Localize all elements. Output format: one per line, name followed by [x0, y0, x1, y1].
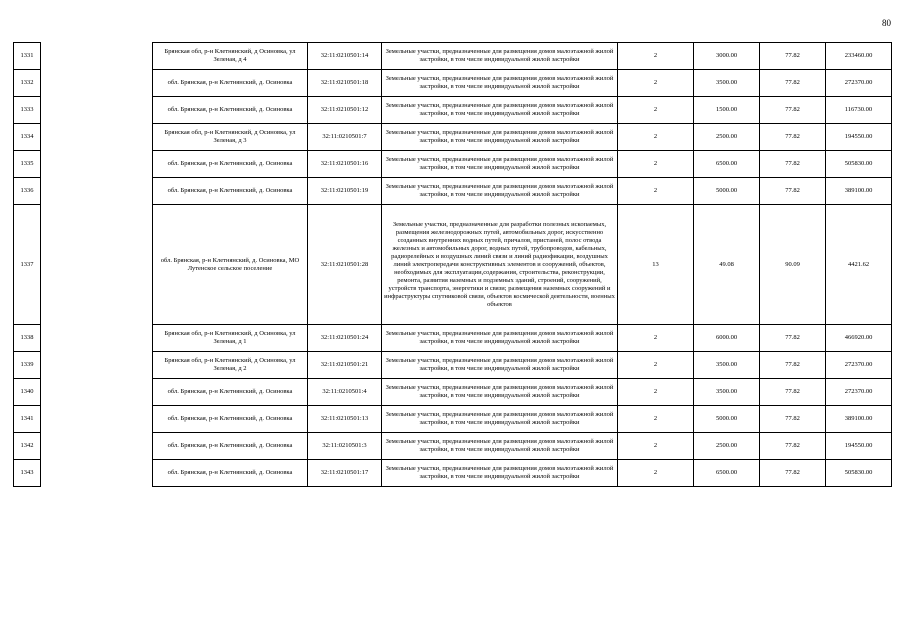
- row-number-cell: 1336: [14, 178, 41, 205]
- land-purpose-cell: Земельные участки, предназначенные для размещения домов малоэтажной жилой застройки, в том числе индивидуальной жилой застройки: [382, 70, 618, 97]
- table-row: [14, 406, 892, 433]
- table-row: [14, 379, 892, 406]
- table-row: [14, 433, 892, 460]
- gap-cell: [41, 406, 153, 433]
- land-purpose-cell: Земельные участки, предназначенные для размещения домов малоэтажной жилой застройки, в том числе индивидуальной жилой застройки: [382, 43, 618, 70]
- cadastral-number-cell: 32:11:0210501:12: [308, 97, 382, 124]
- cadastral-number-cell: 32:11:0210501:16: [308, 151, 382, 178]
- cadastral-number-cell: 32:11:0210501:28: [308, 205, 382, 325]
- group-cell: 2: [618, 379, 694, 406]
- page-number: 80: [882, 18, 891, 28]
- address-cell: обл. Брянская, р-н Клетнянский, д. Осиновка: [153, 151, 308, 178]
- rate-cell: 77.82: [760, 70, 826, 97]
- area-cell: 3500.00: [694, 70, 760, 97]
- cadastral-number-cell: 32:11:0210501:14: [308, 43, 382, 70]
- land-purpose-cell: Земельные участки, предназначенные для размещения домов малоэтажной жилой застройки, в том числе индивидуальной жилой застройки: [382, 379, 618, 406]
- cadastral-number-cell: 32:11:0210501:4: [308, 379, 382, 406]
- table-row: [14, 43, 892, 70]
- cadastral-value-cell: 4421.62: [826, 205, 892, 325]
- table-row: [14, 325, 892, 352]
- table-row: [14, 151, 892, 178]
- area-cell: 3500.00: [694, 352, 760, 379]
- land-purpose-cell: Земельные участки, предназначенные для размещения домов малоэтажной жилой застройки, в том числе индивидуальной жилой застройки: [382, 124, 618, 151]
- table-row: [14, 124, 892, 151]
- group-cell: 13: [618, 205, 694, 325]
- cadastral-number-cell: 32:11:0210501:17: [308, 460, 382, 487]
- row-number-cell: 1339: [14, 352, 41, 379]
- area-cell: 3000.00: [694, 43, 760, 70]
- cadastral-value-cell: 505830.00: [826, 151, 892, 178]
- gap-cell: [41, 70, 153, 97]
- group-cell: 2: [618, 325, 694, 352]
- land-purpose-cell: Земельные участки, предназначенные для размещения домов малоэтажной жилой застройки, в том числе индивидуальной жилой застройки: [382, 433, 618, 460]
- gap-cell: [41, 178, 153, 205]
- land-purpose-cell: Земельные участки, предназначенные для размещения домов малоэтажной жилой застройки, в том числе индивидуальной жилой застройки: [382, 460, 618, 487]
- land-purpose-cell: Земельные участки, предназначенные для размещения домов малоэтажной жилой застройки, в том числе индивидуальной жилой застройки: [382, 151, 618, 178]
- rate-cell: 77.82: [760, 124, 826, 151]
- cadastral-value-cell: 272370.00: [826, 70, 892, 97]
- address-cell: Брянская обл, р-н Клетнянский, д Осиновка, ул Зеленая, д 1: [153, 325, 308, 352]
- land-purpose-cell: Земельные участки, предназначенные для разработки полезных ископаемых, размещения железнодорожных путей, автомобильных дорог, искусственно созданных внутренних водных путей, причалов, пристаней, полос отвода железных и автомобильных дорог, водных путей, трубопроводов, кабельных, радиорелейных и воздушных линий связи и линий радиофикации, воздушных линий электропередачи конструктивных элементов и сооружений, объектов, необходимых для эксплуатации,содержания, строительства, реконструкции, ремонта, развития наземных и подземных зданий, строений, сооружений, устройств транспорта, энергетики и связи; размещения наземных сооружений и инфраструктуры спутниковой связи, объектов космической деятельности, военных объектов: [382, 205, 618, 325]
- row-number-cell: 1340: [14, 379, 41, 406]
- area-cell: 5000.00: [694, 178, 760, 205]
- gap-cell: [41, 124, 153, 151]
- cadastral-value-cell: 194550.00: [826, 124, 892, 151]
- cadastral-number-cell: 32:11:0210501:21: [308, 352, 382, 379]
- address-cell: обл. Брянская, р-н Клетнянский, д. Осиновка: [153, 379, 308, 406]
- land-purpose-cell: Земельные участки, предназначенные для размещения домов малоэтажной жилой застройки, в том числе индивидуальной жилой застройки: [382, 97, 618, 124]
- cadastral-value-cell: 194550.00: [826, 433, 892, 460]
- area-cell: 2500.00: [694, 124, 760, 151]
- group-cell: 2: [618, 460, 694, 487]
- area-cell: 5000.00: [694, 406, 760, 433]
- cadastral-value-cell: 272370.00: [826, 352, 892, 379]
- table-row: [14, 460, 892, 487]
- group-cell: 2: [618, 97, 694, 124]
- rate-cell: 77.82: [760, 178, 826, 205]
- table-row: [14, 205, 892, 325]
- land-purpose-cell: Земельные участки, предназначенные для размещения домов малоэтажной жилой застройки, в том числе индивидуальной жилой застройки: [382, 325, 618, 352]
- address-cell: обл. Брянская, р-н Клетнянский, д. Осиновка: [153, 70, 308, 97]
- row-number-cell: 1341: [14, 406, 41, 433]
- cadastral-number-cell: 32:11:0210501:24: [308, 325, 382, 352]
- cadastral-value-cell: 233460.00: [826, 43, 892, 70]
- cadastral-number-cell: 32:11:0210501:3: [308, 433, 382, 460]
- rate-cell: 77.82: [760, 43, 826, 70]
- rate-cell: 77.82: [760, 325, 826, 352]
- rate-cell: 77.82: [760, 352, 826, 379]
- area-cell: 6000.00: [694, 325, 760, 352]
- gap-cell: [41, 352, 153, 379]
- cadastral-number-cell: 32:11:0210501:13: [308, 406, 382, 433]
- cadastral-value-cell: 389100.00: [826, 406, 892, 433]
- cadastral-value-cell: 116730.00: [826, 97, 892, 124]
- table-row: [14, 70, 892, 97]
- row-number-cell: 1343: [14, 460, 41, 487]
- address-cell: обл. Брянская, р-н Клетнянский, д. Осиновка: [153, 97, 308, 124]
- address-cell: обл. Брянская, р-н Клетнянский, д. Осиновка, МО Лутенское сельское поселение: [153, 205, 308, 325]
- row-number-cell: 1333: [14, 97, 41, 124]
- address-cell: Брянская обл, р-н Клетнянский, д Осиновка, ул Зеленая, д 3: [153, 124, 308, 151]
- group-cell: 2: [618, 124, 694, 151]
- rate-cell: 77.82: [760, 151, 826, 178]
- rate-cell: 77.82: [760, 379, 826, 406]
- area-cell: 6500.00: [694, 460, 760, 487]
- table-body: [14, 43, 892, 487]
- row-number-cell: 1342: [14, 433, 41, 460]
- cadastral-number-cell: 32:11:0210501:19: [308, 178, 382, 205]
- row-number-cell: 1335: [14, 151, 41, 178]
- gap-cell: [41, 325, 153, 352]
- gap-cell: [41, 433, 153, 460]
- address-cell: обл. Брянская, р-н Клетнянский, д. Осиновка: [153, 433, 308, 460]
- rate-cell: 77.82: [760, 433, 826, 460]
- gap-cell: [41, 97, 153, 124]
- cadastral-number-cell: 32:11:0210501:18: [308, 70, 382, 97]
- gap-cell: [41, 460, 153, 487]
- gap-cell: [41, 205, 153, 325]
- address-cell: Брянская обл, р-н Клетнянский, д Осиновка, ул Зеленая, д 4: [153, 43, 308, 70]
- group-cell: 2: [618, 178, 694, 205]
- group-cell: 2: [618, 151, 694, 178]
- group-cell: 2: [618, 352, 694, 379]
- row-number-cell: 1331: [14, 43, 41, 70]
- area-cell: 1500.00: [694, 97, 760, 124]
- rate-cell: 77.82: [760, 97, 826, 124]
- gap-cell: [41, 43, 153, 70]
- land-purpose-cell: Земельные участки, предназначенные для размещения домов малоэтажной жилой застройки, в том числе индивидуальной жилой застройки: [382, 178, 618, 205]
- cadastral-value-cell: 389100.00: [826, 178, 892, 205]
- row-number-cell: 1338: [14, 325, 41, 352]
- cadastral-value-cell: 466920.00: [826, 325, 892, 352]
- table-row: [14, 97, 892, 124]
- cadastral-value-cell: 505830.00: [826, 460, 892, 487]
- table-row: [14, 178, 892, 205]
- row-number-cell: 1337: [14, 205, 41, 325]
- group-cell: 2: [618, 406, 694, 433]
- gap-cell: [41, 151, 153, 178]
- cadastral-number-cell: 32:11:0210501:7: [308, 124, 382, 151]
- area-cell: 2500.00: [694, 433, 760, 460]
- address-cell: обл. Брянская, р-н Клетнянский, д. Осиновка: [153, 460, 308, 487]
- rate-cell: 77.82: [760, 406, 826, 433]
- group-cell: 2: [618, 43, 694, 70]
- cadastral-value-table: [13, 42, 892, 487]
- group-cell: 2: [618, 433, 694, 460]
- gap-cell: [41, 379, 153, 406]
- cadastral-value-cell: 272370.00: [826, 379, 892, 406]
- area-cell: 3500.00: [694, 379, 760, 406]
- land-purpose-cell: Земельные участки, предназначенные для размещения домов малоэтажной жилой застройки, в том числе индивидуальной жилой застройки: [382, 406, 618, 433]
- group-cell: 2: [618, 70, 694, 97]
- address-cell: обл. Брянская, р-н Клетнянский, д. Осиновка: [153, 406, 308, 433]
- table-row: [14, 352, 892, 379]
- area-cell: 6500.00: [694, 151, 760, 178]
- address-cell: Брянская обл, р-н Клетнянский, д Осиновка, ул Зеленая, д 2: [153, 352, 308, 379]
- rate-cell: 77.82: [760, 460, 826, 487]
- row-number-cell: 1334: [14, 124, 41, 151]
- address-cell: обл. Брянская, р-н Клетнянский, д. Осиновка: [153, 178, 308, 205]
- land-purpose-cell: Земельные участки, предназначенные для размещения домов малоэтажной жилой застройки, в том числе индивидуальной жилой застройки: [382, 352, 618, 379]
- area-cell: 49.08: [694, 205, 760, 325]
- row-number-cell: 1332: [14, 70, 41, 97]
- rate-cell: 90.09: [760, 205, 826, 325]
